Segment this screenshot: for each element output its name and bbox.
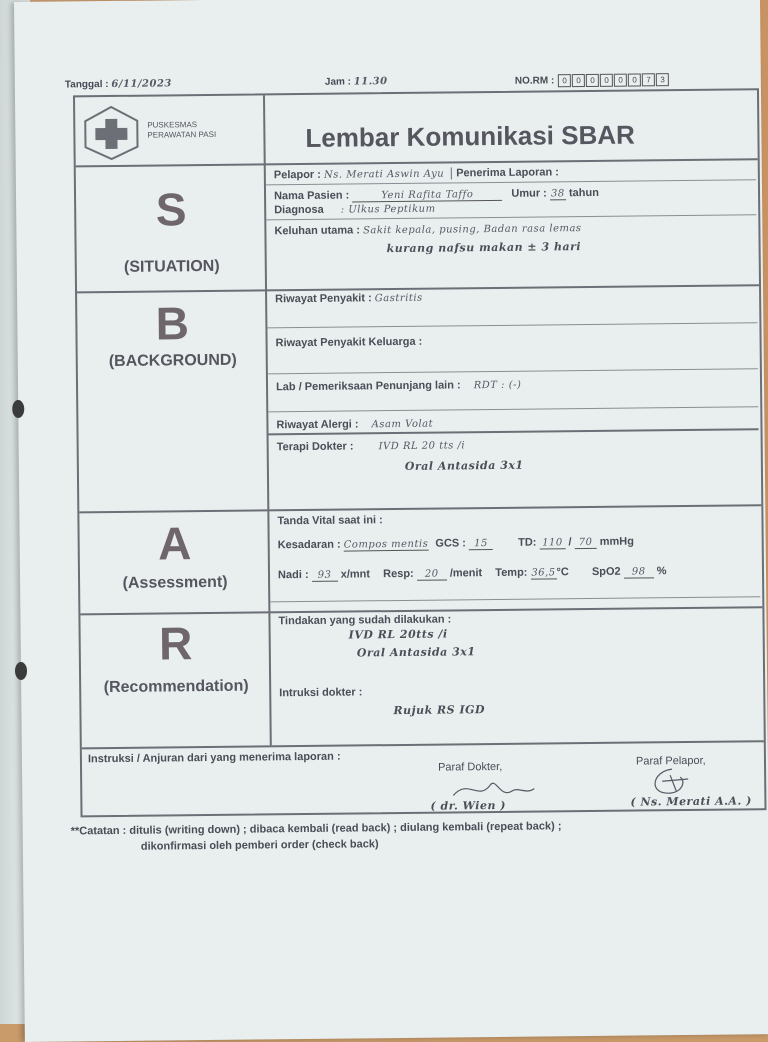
recommendation-heading: (Recommendation) (103, 677, 249, 697)
no-rm-digit: 3 (656, 73, 669, 86)
terapi-field (277, 439, 466, 453)
nadi-unit: x/mnt (340, 568, 371, 581)
riwayat-alergi-field (276, 418, 433, 432)
riwayat-penyakit-field (275, 292, 423, 306)
spo2-unit: % (656, 565, 667, 578)
diagnosa-value: : Ulkus Peptikum (340, 203, 436, 216)
tanggal-label: Tanggal : (64, 79, 109, 91)
no-rm-digit: 0 (558, 74, 571, 87)
instruksi-dokter-label: Intruksi dokter : (279, 686, 363, 700)
tindakan-label: Tindakan yang sudah dilakukan : (278, 613, 452, 628)
divider (79, 504, 761, 513)
recommendation-letter: R (158, 617, 193, 670)
instruksi-dokter-value: Rujuk RS IGD (393, 703, 486, 718)
binder-hole-icon (15, 662, 27, 680)
situation-letter: S (155, 183, 187, 236)
tindakan-value-line1: IVD RL 20tts /i (348, 627, 448, 642)
nama-pasien-label: Nama Pasien : (273, 189, 350, 203)
instruksi-anjuran-label: Instruksi / Anjuran dari yang menerima laporan : (87, 750, 341, 766)
spo2-label: SpO2 (591, 565, 621, 578)
terapi-label: Terapi Dokter : (276, 440, 354, 454)
spo2-value: 98 (624, 566, 654, 578)
form-title: Lembar Komunikasi SBAR (305, 119, 635, 153)
paraf-dokter-label: Paraf Dokter, (437, 760, 503, 774)
td-diastolic-value: 70 (575, 537, 597, 549)
tanggal-field (65, 78, 172, 90)
dokter-name: ( dr. Wien ) (430, 798, 507, 813)
background-heading: (BACKGROUND) (108, 351, 237, 371)
no-rm-digit: 7 (642, 73, 655, 86)
temp-unit: °C (556, 566, 569, 579)
td-unit: mmHg (599, 535, 634, 548)
keluhan-label: Keluhan utama : (274, 224, 361, 238)
lab-field (276, 379, 521, 394)
no-rm-digit: 0 (586, 74, 599, 87)
no-rm-label: NO.RM : (514, 75, 555, 87)
gcs-value: 15 (469, 538, 493, 550)
sbar-form-table (73, 88, 767, 817)
divider (267, 322, 757, 328)
jam-label: Jam : (324, 76, 352, 88)
nadi-value: 93 (312, 570, 338, 582)
gcs-label: GCS : (435, 537, 467, 550)
umur-unit: tahun (568, 186, 599, 200)
no-rm-digit: 0 (628, 73, 641, 86)
penerima-label: Penerima Laporan : (451, 166, 559, 179)
riwayat-alergi-value: Asam Volat (371, 418, 434, 431)
riwayat-keluarga-label: Riwayat Penyakit Keluarga : (275, 335, 423, 350)
td-systolic-value: 110 (539, 537, 565, 549)
paraf-pelapor-label: Paraf Pelapor, (635, 754, 706, 768)
sbar-form-sheet (14, 0, 768, 1042)
pelapor-value: Ns. Merati Aswin Ayu (323, 168, 445, 181)
pelapor-field (274, 166, 559, 181)
no-rm-digit: 0 (572, 74, 585, 87)
kesadaran-value: Compos mentis (343, 538, 429, 551)
binder-hole-icon (12, 400, 24, 418)
pelapor-label: Pelapor : (273, 168, 321, 182)
no-rm-digit: 0 (614, 74, 627, 87)
resp-unit: /menit (449, 567, 483, 580)
lab-label: Lab / Pemeriksaan Penunjang lain : (275, 379, 461, 394)
pelapor-name: ( Ns. Merati A.A. ) (630, 794, 752, 809)
catatan-line1: **Catatan : ditulis (writing down) ; dibaca kembali (read back) ; diulang kembali (repeat back) ; (70, 820, 562, 838)
no-rm-digit: 0 (600, 74, 613, 87)
divider (268, 406, 758, 412)
resp-value: 20 (417, 569, 447, 581)
assessment-heading: (Assessment) (122, 573, 228, 592)
td-label: TD: (518, 536, 537, 549)
umur-label: Umur : (511, 187, 547, 200)
lab-value: RDT : (-) (473, 379, 522, 392)
riwayat-penyakit-value: Gastritis (374, 292, 423, 305)
catatan-line2: dikonfirmasi oleh pemberi order (check back) (140, 838, 379, 853)
tindakan-value-line2: Oral Antasida 3x1 (356, 645, 476, 660)
vital-row-2 (278, 565, 667, 582)
riwayat-penyakit-label: Riwayat Penyakit : (275, 292, 372, 306)
umur-value: 38 (550, 188, 565, 200)
nama-pasien-field (274, 187, 599, 203)
terapi-value-line2: Oral Antasida 3x1 (404, 458, 524, 473)
logo-line2: PERAWATAN PASI (147, 129, 217, 140)
keluhan-value-line1: Sakit kepala, pusing, Badan rasa lemas (362, 223, 582, 237)
resp-label: Resp: (383, 567, 414, 581)
nadi-label: Nadi : (277, 568, 309, 582)
nama-pasien-value: Yeni Rafita Taffo (352, 189, 502, 203)
tanda-vital-label: Tanda Vital saat ini : (277, 514, 383, 528)
background-letter: B (155, 297, 190, 350)
kesadaran-label: Kesadaran : (277, 538, 341, 552)
temp-label: Temp: (495, 566, 528, 579)
jam-field (325, 76, 388, 88)
puskesmas-logo (81, 103, 262, 161)
no-rm-field (515, 73, 669, 88)
keluhan-value-line2: kurang nafsu makan ± 3 hari (386, 240, 582, 256)
terapi-value-line1: IVD RL 20 tts /i (378, 440, 466, 453)
tanggal-value: 6/11/2023 (111, 78, 172, 90)
riwayat-alergi-label: Riwayat Alergi : (276, 418, 359, 432)
divider (268, 368, 758, 374)
vital-row-1: Kesadaran : Compos mentis GCS : 15 TD: 110 / 70 mmHg (277, 535, 634, 552)
no-rm-boxes (557, 74, 669, 86)
jam-value: 11.30 (353, 76, 388, 88)
divider (82, 740, 764, 749)
situation-heading: (SITUATION) (123, 257, 220, 276)
health-cross-icon (81, 105, 142, 162)
diagnosa-label: Diagnosa (274, 203, 324, 217)
divider (270, 596, 760, 602)
temp-value: 36,5 (531, 567, 556, 579)
logo-line1: PUSKESMAS (147, 120, 198, 130)
diagnosa-field (274, 203, 435, 217)
keluhan-field (274, 222, 581, 237)
assessment-letter: A (157, 517, 192, 570)
